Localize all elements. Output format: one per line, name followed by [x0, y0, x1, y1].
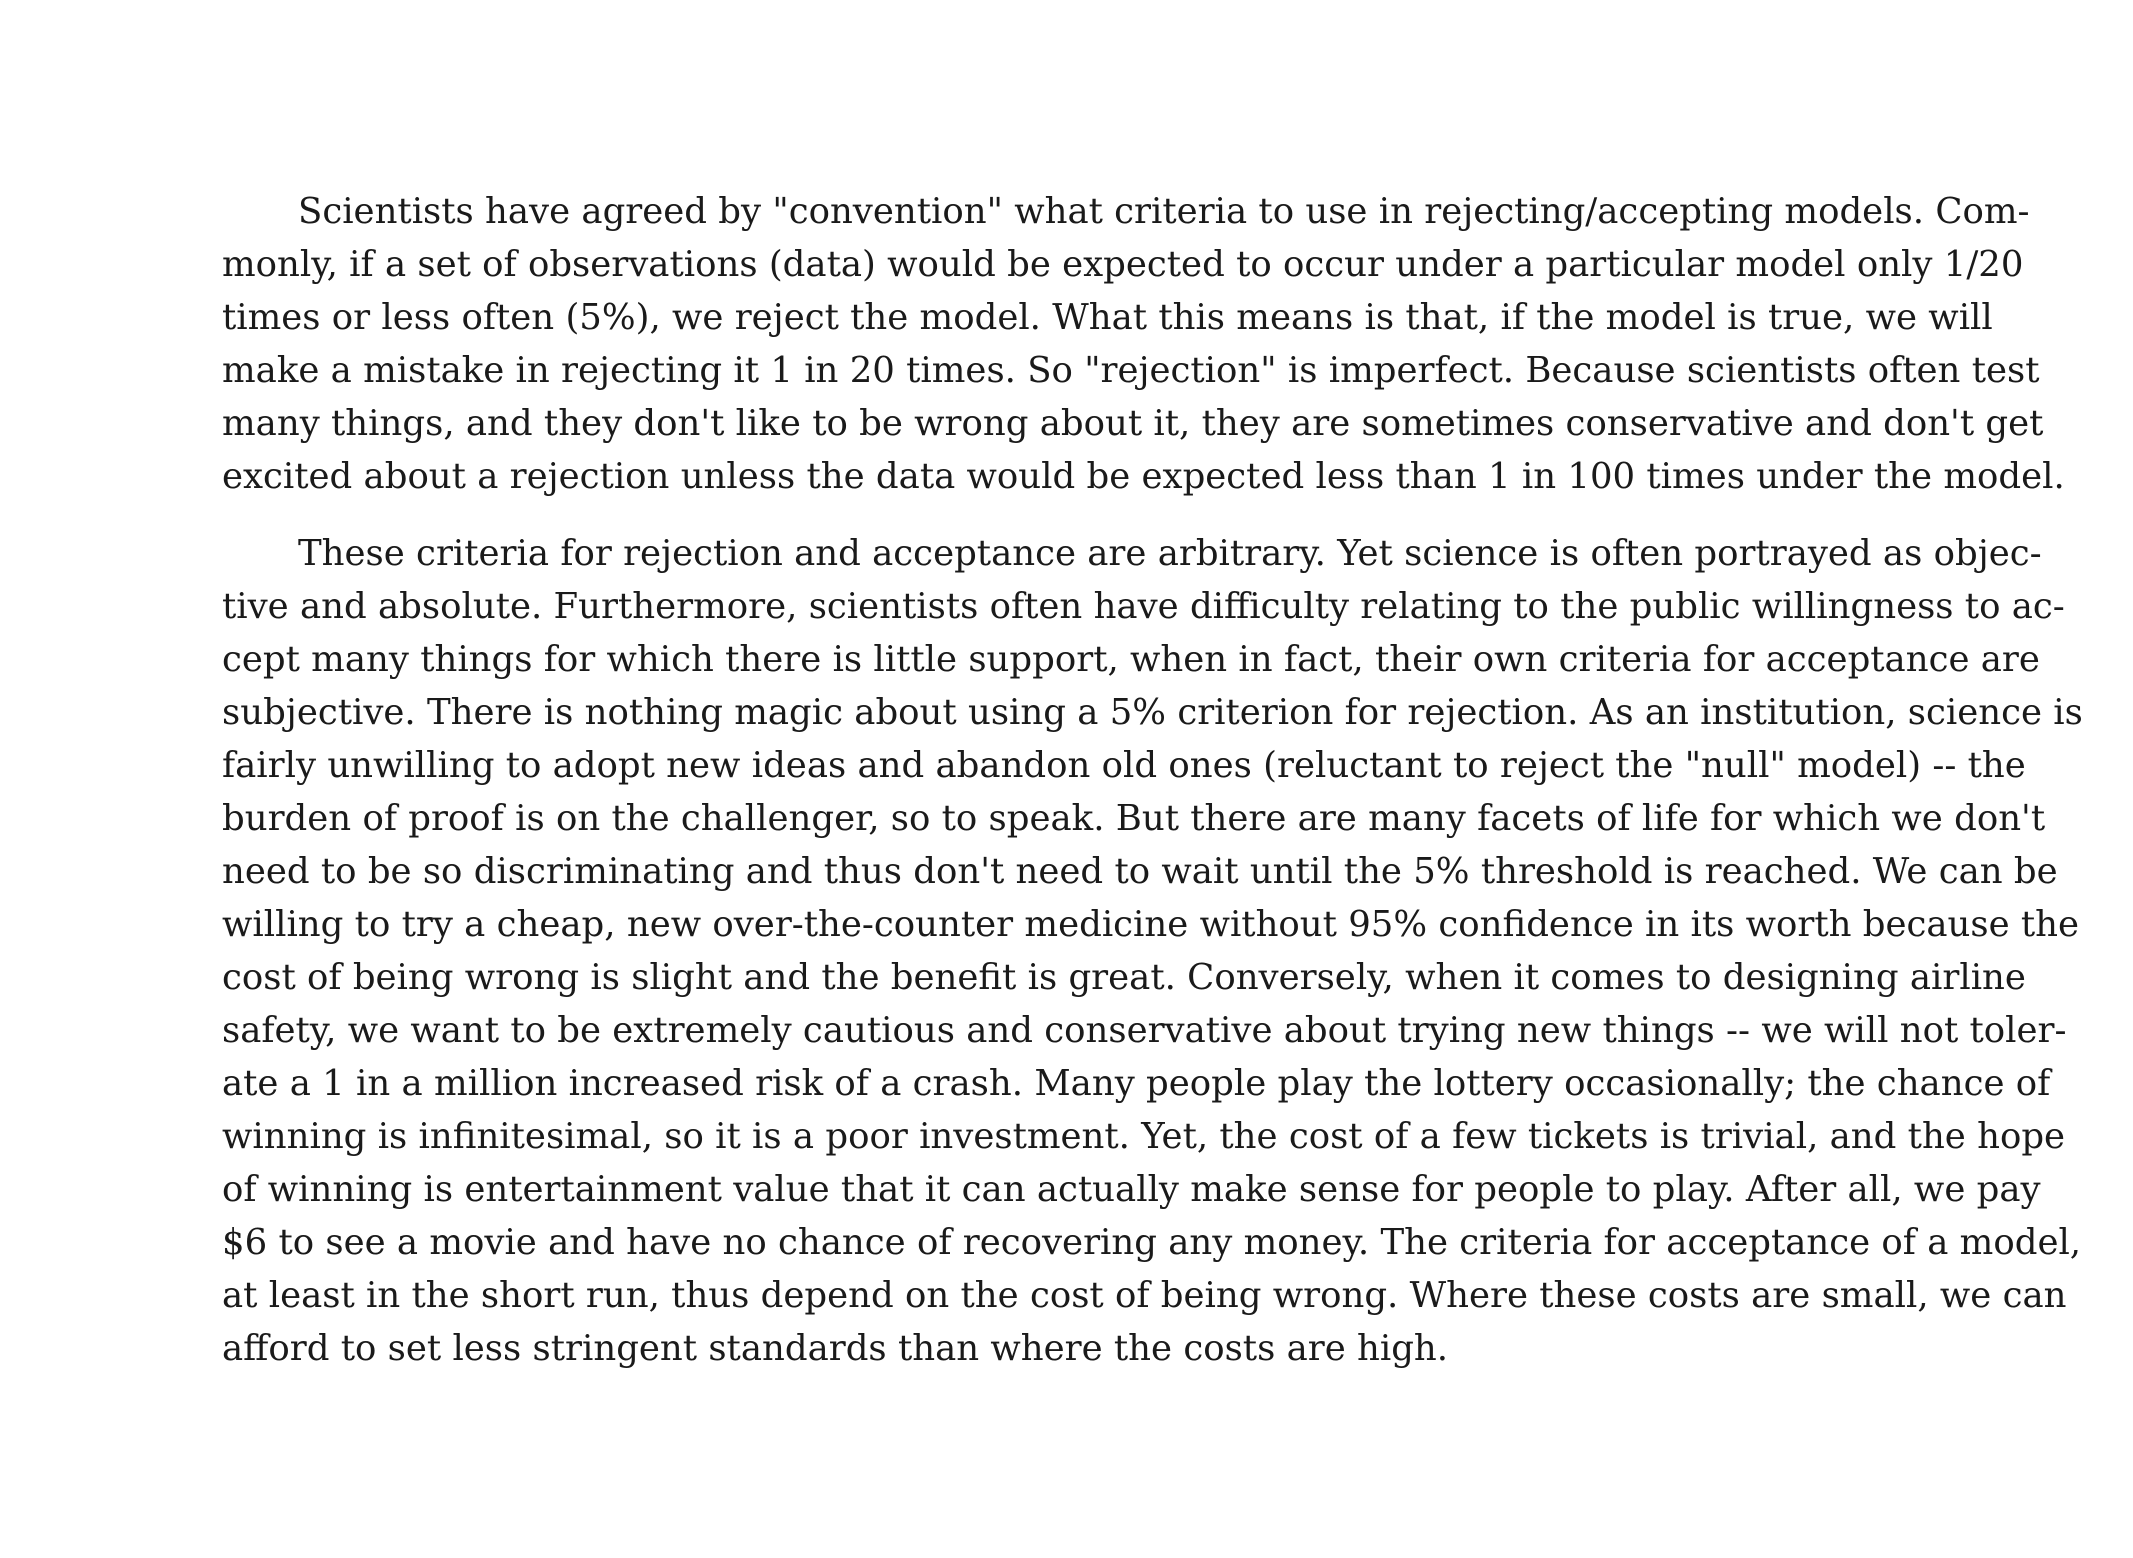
text-line: monly, if a set of observations (data) would be expected to occur under a particular model only 1/20 [222, 244, 2024, 285]
text-line: cost of being wrong is slight and the benefit is great. Conversely, when it comes to designing airline [222, 957, 2026, 998]
text-line: cept many things for which there is little support, when in fact, their own criteria for acceptance are [222, 639, 2040, 680]
text-line: need to be so discriminating and thus don't need to wait until the 5% threshold is reached. We can be [222, 851, 2058, 892]
text-line: many things, and they don't like to be wrong about it, they are sometimes conservative and don't get [222, 403, 2044, 444]
text-line: fairly unwilling to adopt new ideas and abandon old ones (reluctant to reject the "null" model) -- the [222, 745, 2026, 786]
text-line: tive and absolute. Furthermore, scientists often have difficulty relating to the public willingness to ac- [222, 586, 2065, 627]
text-line: excited about a rejection unless the data would be expected less than 1 in 100 times under the model. [222, 456, 2065, 497]
text-line: burden of proof is on the challenger, so to speak. But there are many facets of life for which we don't [222, 798, 2046, 839]
text-line: willing to try a cheap, new over-the-counter medicine without 95% confidence in its worth because the [222, 904, 2080, 945]
paragraph-1 [222, 185, 2065, 503]
text-line: ate a 1 in a million increased risk of a crash. Many people play the lottery occasionally; the chance of [222, 1063, 2051, 1104]
text-line: safety, we want to be extremely cautious and conservative about trying new things -- we will not toler- [222, 1010, 2067, 1051]
text-line: afford to set less stringent standards than where the costs are high. [222, 1328, 1449, 1369]
text-line: of winning is entertainment value that it can actually make sense for people to play. After all, we pay [222, 1169, 2041, 1210]
text-line: $6 to see a movie and have no chance of recovering any money. The criteria for acceptance of a model, [222, 1222, 2082, 1263]
text-line: subjective. There is nothing magic about using a 5% criterion for rejection. As an institution, science is [222, 692, 2083, 733]
paragraph-2 [222, 527, 2083, 1375]
text-line: Scientists have agreed by "convention" what criteria to use in rejecting/accepting models. Com- [298, 191, 2030, 232]
body-text [222, 185, 2083, 1375]
text-line: These criteria for rejection and acceptance are arbitrary. Yet science is often portrayed as objec- [298, 533, 2042, 574]
text-line: make a mistake in rejecting it 1 in 20 times. So "rejection" is imperfect. Because scientists often test [222, 350, 2040, 391]
text-line: winning is infinitesimal, so it is a poor investment. Yet, the cost of a few tickets is trivial, and the hope [222, 1116, 2066, 1157]
text-line: times or less often (5%), we reject the model. What this means is that, if the model is true, we will [222, 297, 1993, 338]
text-line: at least in the short run, thus depend on the cost of being wrong. Where these costs are small, we can [222, 1275, 2067, 1316]
